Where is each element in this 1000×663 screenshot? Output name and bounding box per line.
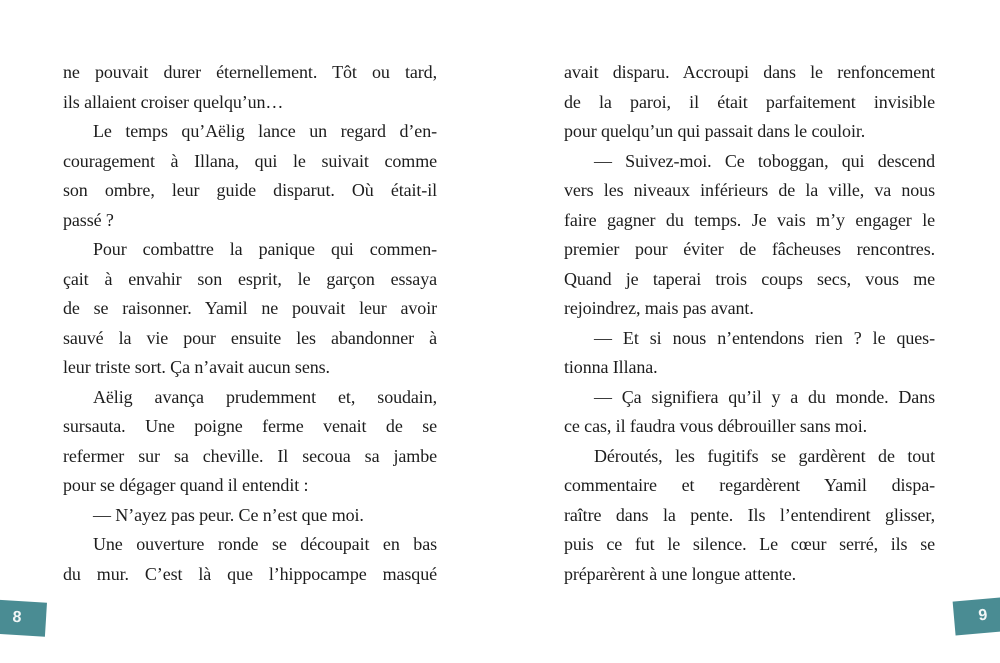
text-line: ils allaient croiser quelqu’un… [63,91,284,112]
text-line: Aëlig avança prudemment et, soudain, [93,386,437,407]
text-line: — N’ayez pas peur. Ce n’est que moi. [93,504,364,525]
text-line: pour quelqu’un qui passait dans le couloir. [564,121,866,141]
text-line: raître dans la pente. Ils l’entendirent glisser, [564,504,935,525]
text-line: de la paroi, il était parfaitement invisible [564,91,935,112]
text-line: de se raisonner. Yamil ne pouvait leur avoir [63,298,437,318]
text-line: Une ouverture ronde se découpait en bas [93,534,437,554]
text-line: ce cas, il faudra vous débrouiller sans moi. [564,416,868,436]
text-line: Pour combattre la panique qui commen- [93,239,437,259]
text-line: Le temps qu’Aëlig lance un regard d’en- [93,121,437,141]
page-number-badge-left [0,599,47,636]
page-number-badge-right [953,597,1000,636]
text-line: commentaire et regardèrent Yamil dispa- [564,475,935,495]
text-line: ne pouvait durer éternellement. Tôt ou tard, [63,62,437,82]
text-line: sursauta. Une poigne ferme venait de se [63,416,437,436]
page-left-text [63,58,437,589]
text-line: rejoindrez, mais pas avant. [564,298,754,318]
text-line: puis ce fut le silence. Le cœur serré, ils se [564,534,935,554]
text-line: çait à envahir son esprit, le garçon essaya [63,268,437,289]
text-line: son ombre, leur guide disparut. Où était-il [63,180,437,200]
text-line: couragement à Illana, qui le suivait comme [63,150,437,171]
text-line: — Et si nous n’entendons rien ? le ques- [594,327,935,348]
page-number-left: 8 [12,608,22,627]
text-line: sauvé la vie pour ensuite les abandonner à [63,327,437,348]
text-line: du mur. C’est là que l’hippocampe masqué [63,563,437,584]
text-line: vers les niveaux inférieurs de la ville, va nous [564,180,935,200]
page-number-right: 9 [977,606,989,625]
text-line: premier pour éviter de fâcheuses rencontres. [564,239,935,259]
text-line: refermer sur sa cheville. Il secoua sa jambe [63,445,437,466]
text-line: tionna Illana. [564,357,658,377]
text-line: leur triste sort. Ça n’avait aucun sens. [63,357,330,377]
text-line: préparèrent à une longue attente. [564,563,797,584]
text-line: Quand je taperai trois coups secs, vous me [564,268,935,289]
page-right-text [564,58,935,589]
text-line: — Ça signifiera qu’il y a du monde. Dans [594,386,935,407]
text-line: faire gagner du temps. Je vais m’y engager le [564,209,935,230]
text-line: — Suivez-moi. Ce toboggan, qui descend [594,150,935,171]
text-line: pour se dégager quand il entendit : [63,475,309,495]
text-line: avait disparu. Accroupi dans le renfoncement [564,62,935,82]
text-line: Déroutés, les fugitifs se gardèrent de tout [594,445,935,466]
text-line: passé ? [63,209,114,230]
